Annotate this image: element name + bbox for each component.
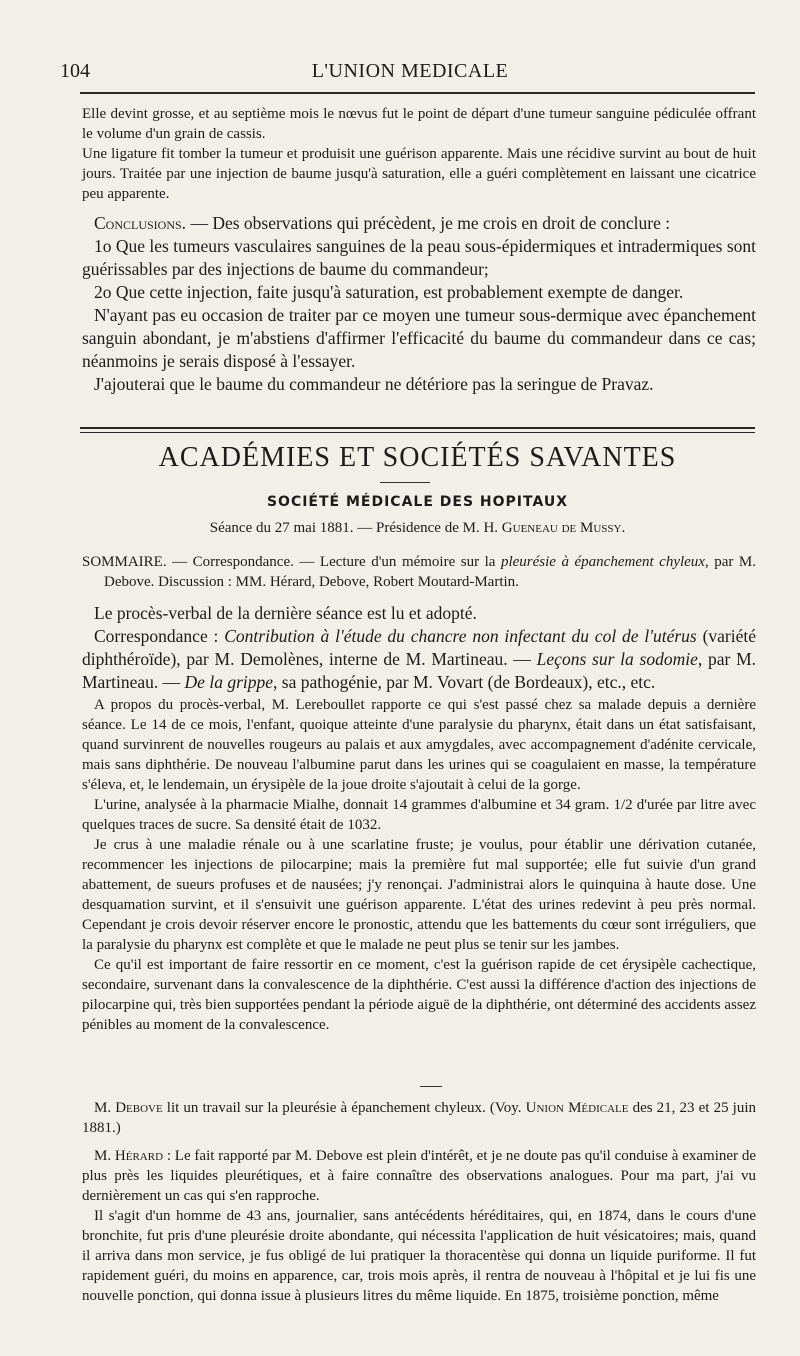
section-rule-bottom: [80, 432, 755, 433]
conclusion-item: J'ajouterai que le baume du commandeur ne détériore pas la seringue de Pravaz.: [94, 374, 654, 394]
paragraph: Je crus à une maladie rénale ou à une scarlatine fruste; je voulus, pour établir une dérivation cutanée, recommencer les injections de pilocarpine; mais la première fut mal supportée; elle fut suivie d'un grand abattement, de sueurs profuses et de nausées; j'y renonçai. J'administrai alors le quinquina à haute dose. Une desquamation survint, et il s'ensuivit une guérison apparente. L'état des urines redevint à peu près normal. Cependant je crois devoir réserver encore le pronostic, attendu que les battements du cœur sont irréguliers, que la paralysie du pharynx est complète et que le malade ne peut plus se tenir sur les jambes.: [82, 837, 756, 953]
conclusions-label: Conclusions.: [94, 213, 187, 233]
conclusion-item: 2o Que cette injection, faite jusqu'à saturation, est probablement exempte de danger.: [94, 282, 684, 302]
sommaire: SOMMAIRE. — Correspondance. — Lecture d'un mémoire sur la pleurésie à épanchement chyleux, par M. Debove. Discussion : MM. Hérard, Debove, Robert Moutard-Martin.: [82, 554, 756, 590]
page-number: 104: [60, 60, 90, 82]
herard-paragraph: M. Hérard : Le fait rapporté par M. Debove est plein d'intérêt, et je ne doute pas qu'il conduise à examiner de plus près les liquides pleurétiques, et à faire connaître des observations analogues. Pour ma part, j'ai vu dernièrement un cas qui s'en rapproche.: [82, 1148, 756, 1204]
conclusion-item: 1o Que les tumeurs vasculaires sanguines de la peau sous-épidermiques et intradermiques sont guérissables par des injections de baume du commandeur;: [82, 236, 756, 279]
correspondance: Correspondance : Contribution à l'étude du chancre non infectant du col de l'utérus (variété diphthéroïde), par M. Demolènes, interne de M. Martineau. — Leçons sur la sodomie, par M. Martineau. — De la grippe, sa pathogénie, par M. Vovart (de Bordeaux), etc., etc.: [82, 626, 757, 692]
society-heading: SOCIÉTÉ MÉDICALE DES HOPITAUX: [266, 494, 569, 510]
sommaire-label: SOMMAIRE.: [82, 554, 167, 570]
president-name: Gueneau de Mussy: [501, 520, 622, 536]
section-title: ACADÉMIES ET SOCIÉTÉS SAVANTES: [158, 442, 677, 473]
paragraph: L'urine, analysée à la pharmacie Mialhe, donnait 14 grammes d'albumine et 34 gram. 1/2 d'urée par litre avec quelques traces de sucre. Sa densité était de 1032.: [82, 797, 756, 833]
paragraph: Elle devint grosse, et au septième mois le nœvus fut le point de départ d'une tumeur sanguine pédiculée offrant le volume d'un grain de cassis.: [82, 106, 756, 142]
header-rule: [80, 92, 755, 94]
section-rule-top: [80, 427, 755, 429]
paragraph: Ce qu'il est important de faire ressortir en ce moment, c'est la guérison rapide de cet érysipèle cachectique, secondaire, survenant dans la convalescence de la diphthérie. C'est aussi la différence d'action des injections de pilocarpine qui, très bien supportées pendant la période aiguë de la diphthérie, ont déterminé des accidents assez pénibles au moment de la convalescence.: [82, 957, 756, 1033]
paragraph: Il s'agit d'un homme de 43 ans, journalier, sans antécédents héréditaires, qui, en 1874, dans le cours d'une bronchite, fut pris d'une pleurésie droite abondante, qui nécessita l'application de huit vésicatoires; mais, quand il arriva dans mon service, je fus obligé de lui pratiquer la thoracentèse qui donna un liquide puriforme. Il fut rapidement guéri, du moins en apparence, car, trois mois après, il rentra de nouveau à l'hôpital et je lui fis une nouvelle ponction, qui donna issue à plusieurs litres du même liquide. En 1875, troisième ponction, même: [82, 1208, 756, 1304]
paragraph: A propos du procès-verbal, M. Lereboullet rapporte ce qui s'est passé chez sa malade depuis a dernière séance. Le 14 de ce mois, l'enfant, quoique atteinte d'une paralysie du pharynx, était dans un état satisfaisant, quand survinrent de nouvelles rougeurs au palais et aux amygdales, avec accompagnement d'adénite cervicale, mais sans diphthérie. De nouveau l'albumine parut dans les urines qui se coagulaient en masse, la température s'éleva, et, le lendemain, un érysipèle de la joue droite s'ajoutait à celui de la gorge.: [82, 697, 756, 793]
running-title: L'UNION MEDICALE: [311, 60, 509, 82]
title-divider: [380, 482, 430, 483]
lereboullet-report: [82, 695, 756, 1035]
conclusions: [82, 212, 756, 396]
page-header: [60, 58, 760, 88]
proces-verbal: Le procès-verbal de la dernière séance est lu et adopté.: [94, 603, 477, 623]
seance-line: Séance du 27 mai 1881. — Présidence de M. H. Gueneau de Mussy.: [209, 520, 626, 536]
top-text: [82, 104, 756, 204]
debove-herard: [82, 1098, 756, 1306]
paragraph-divider: [420, 1086, 442, 1087]
conclusions-lead: Conclusions. — Des observations qui précèdent, je me crois en droit de conclure :: [94, 213, 671, 233]
debove-paragraph: M. Debove lit un travail sur la pleurésie à épanchement chyleux. (Voy. Union Médicale des 21, 23 et 25 juin 1881.): [82, 1100, 757, 1136]
conclusion-item: N'ayant pas eu occasion de traiter par ce moyen une tumeur sous-dermique avec épanchement sanguin abondant, je m'abstiens d'affirmer l'efficacité du baume du commandeur dans ce cas; néanmoins je serais disposé à l'essayer.: [82, 305, 756, 371]
paragraph: Une ligature fit tomber la tumeur et produisit une guérison apparente. Mais une récidive survint au bout de huit jours. Traitée par une injection de baume jusqu'à saturation, elle a guéri complètement en laissant une cicatrice peu apparente.: [82, 146, 756, 202]
proceedings: [82, 602, 756, 694]
